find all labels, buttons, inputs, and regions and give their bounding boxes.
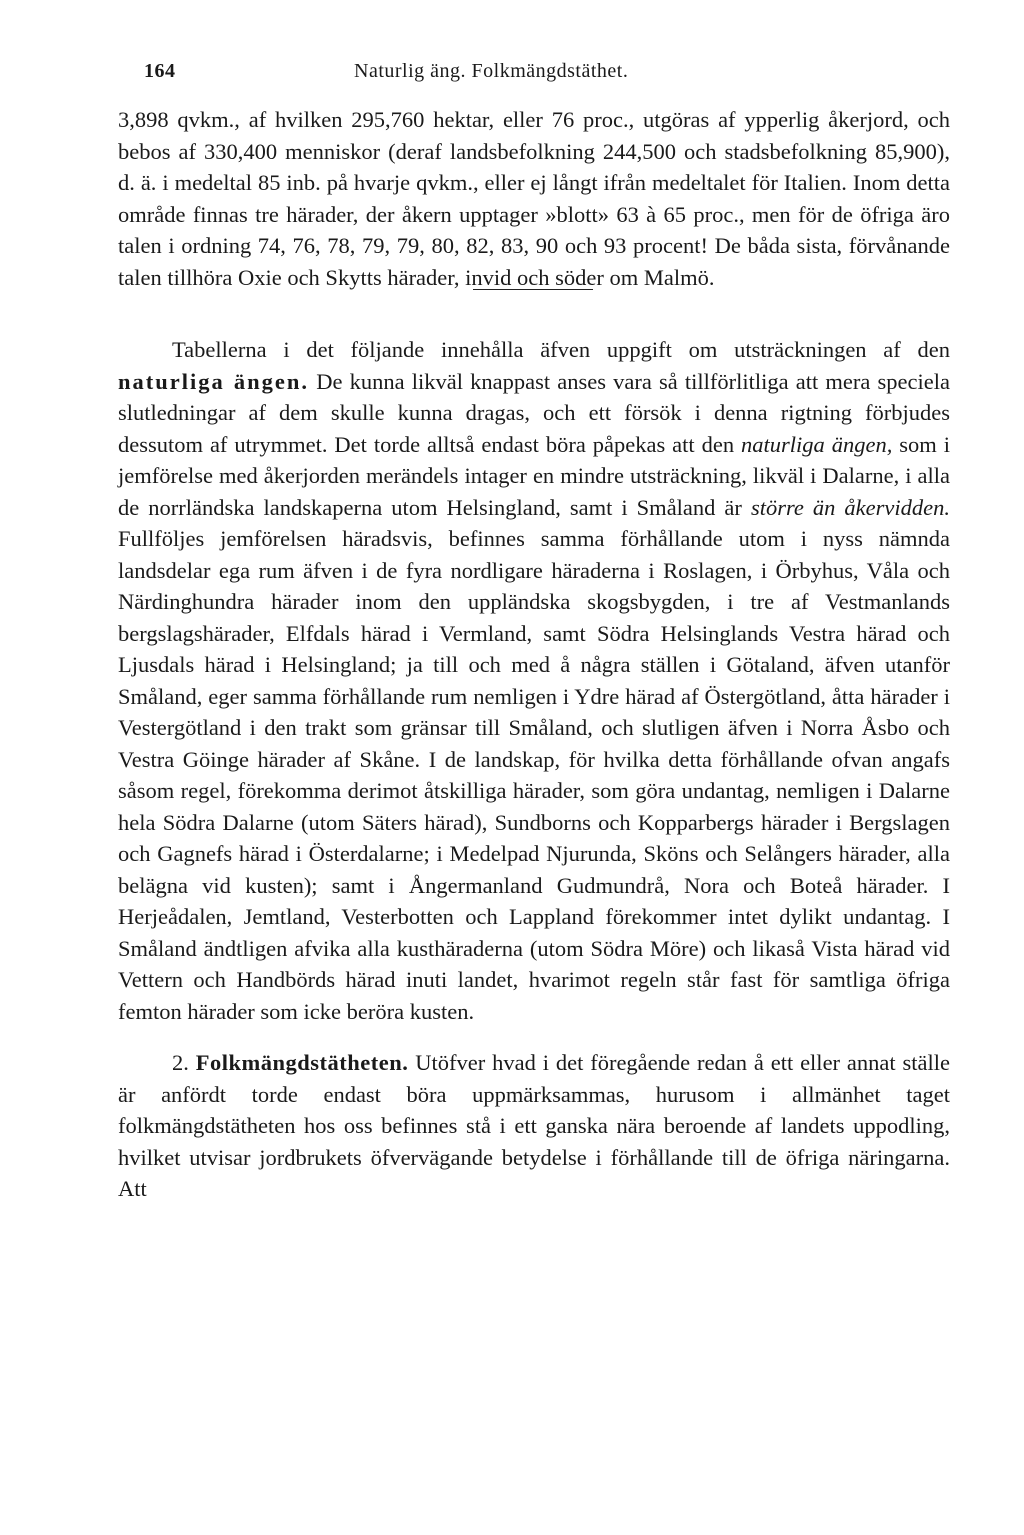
italic-storre-an-akervidden: större än åkervidden. [750, 494, 951, 520]
term-naturliga-angen: naturliga ängen. [118, 368, 310, 394]
paragraph-3 [118, 1047, 950, 1205]
running-title: Naturlig äng. Folkmängdstäthet. [354, 60, 629, 82]
paragraph-2-text-3: som i jemförelse med åkerjorden merändels intager en mindre utsträckning, likväl i Dalarne, i alla de norrländska landskaperna utom Helsingland, samt i Småland är [118, 431, 950, 520]
italic-naturliga-angen: naturliga ängen, [741, 431, 893, 457]
paragraph-1: 3,898 qvkm., af hvilken 295,760 hektar, eller 76 proc., utgöras af ypperlig åkerjord, och bebos af 330,400 menniskor (deraf landsbefolkning 244,500 och stadsbefolkning 85,900), d. ä. i medeltal 85 inb. på hvarje qvkm., eller ej långt ifrån medeltalet för Italien. Inom detta område finnas tre härader, der åkern upptager »blott» 63 à 65 proc., men för de öfriga äro talen i ordning 74, 76, 78, 79, 79, 80, 82, 83, 90 och 93 procent! De båda sista, förvånande talen tillhöra Oxie och Skytts härader, invid och söder om Malmö. [118, 107, 950, 290]
book-page [118, 60, 950, 1205]
section-heading: Folkmängdstätheten. [195, 1050, 409, 1075]
page-number: 164 [144, 60, 176, 82]
paragraph-2-text-1: Tabellerna i det följande innehålla äfven uppgift om utsträckningen af den [172, 337, 950, 362]
paragraph-3-text: Utöfver hvad i det föregående redan å ett eller annat ställe är anfördt torde endast böra uppmärksammas, hurusom i allmänhet taget folkmängdstätheten hos oss befinnes stå i ett ganska nära beroende af landets uppodling, hvilket utvisar jordbrukets öfvervägande betydelse i förhållande till de öfriga näringarna. Att [118, 1050, 950, 1201]
paragraph-2-text-4: Fullföljes jemförelsen häradsvis, befinnes samma förhållande utom i nyss nämnda landsdelar ega rum äfven i de fyra nordligare häraderna i Roslagen, i Örbyhus, Våla och Närdinghundra härader inom den uppländska skogsbygden, i tre af Vestmanlands bergslagshärader, Elfdals härad i Vermland, samt Södra Helsinglands Vestra härad och Ljusdals härad i Helsingland; ja till och med å några ställen i Götaland, äfven utanför Småland, eger samma förhållande rum nemligen i Ydre härad af Östergötland, åtta härader i Vestergötland i den trakt som gränsar till Småland, och slutligen äfven i Norra Åsbo och Vestra Göinge härader af Skåne. I de landskap, för hvilka detta förhållande ofvan angafs såsom regel, förekomma derimot åtskilliga härader, som göra undantag, nemligen i Dalarne hela Södra Dalarne (utom Säters härad), Sundborns och Kopparbergs härader i Bergslagen och Gagnefs härad i Österdalarne; i Medelpad Njurunda, Sköns och Selångers härader, alla belägna vid kusten); samt i Ångermanland Gudmundrå, Nora och Boteå härader. I Herjeådalen, Jemtland, Vesterbotten och Lappland förekommer intet dylikt undantag. I Småland ändtligen afvika alla kusthäraderna (utom Södra Möre) och likaså Vista härad vid Vettern och Handbörds härad inuti landet, hvarimot regeln står fast för samtliga öfriga femton härader som icke beröra kusten. [118, 526, 950, 1024]
running-head [118, 60, 950, 94]
paragraph-2-text-2: De kunna likväl knappast anses vara så tillförlitliga att mera speciela slutledningar af dem skulle kunna dragas, och ett försök i denna rigtning förbjudes dessutom af utrymmet. Det torde alltså endast böra påpekas att den [118, 368, 951, 457]
section-number: 2. [172, 1050, 189, 1075]
paragraph-2 [118, 334, 950, 1027]
